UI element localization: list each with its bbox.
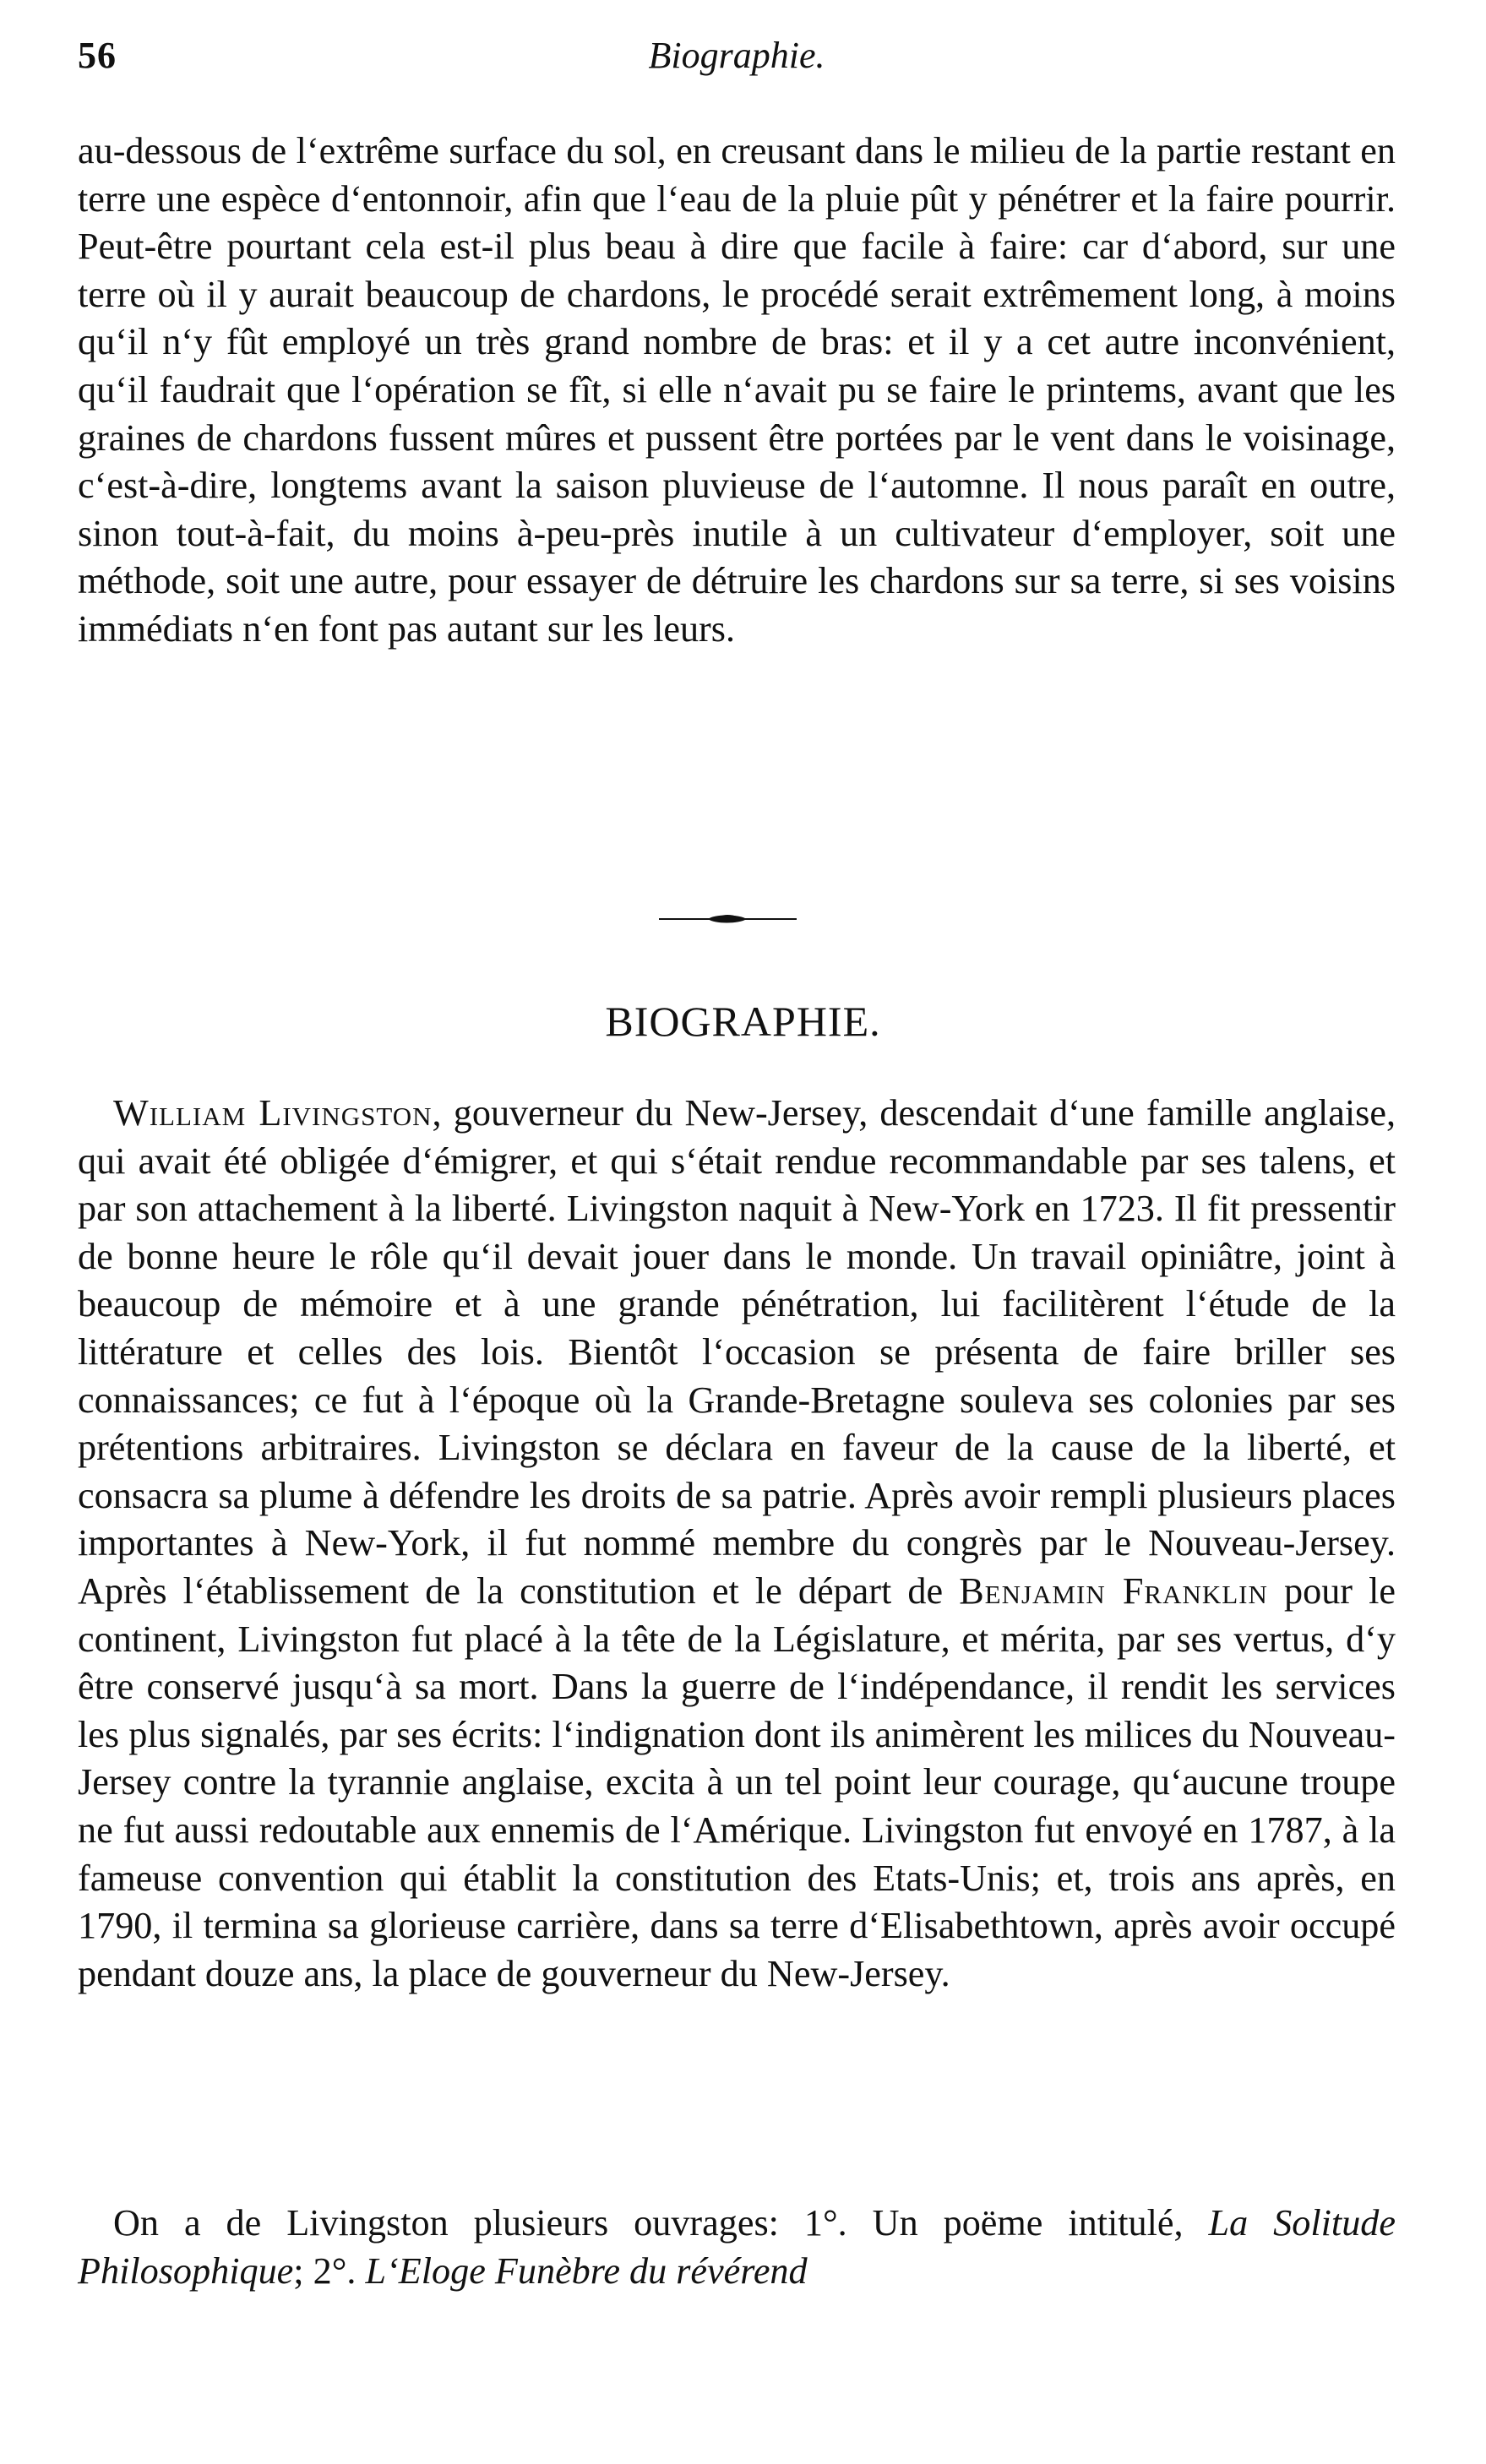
work-title-eloge: L‘Eloge Funèbre du révérend [365, 2249, 808, 2292]
works-text-block [78, 2200, 1396, 2295]
section-divider-ornament [659, 914, 797, 924]
biography-section-title: BIOGRAPHIE. [605, 998, 881, 1045]
works-middle-text: ; 2°. [293, 2249, 366, 2292]
continued-paragraph: au-dessous de l‘extrême surface du sol, en creusant dans le milieu de la partie restant en terre une espèce d‘entonnoir, afin que l‘eau de la pluie pût y pénétrer et la faire pourrir. Peut-être pourtant cela est-il plus beau à dire que facile à faire: car d‘abord, sur une terre où il y aurait beaucoup de chardons, le procédé serait extrêmement long, à moins qu‘il n‘y fût employé un très grand nombre de bras: et il y a cet autre inconvénient, qu‘il faudrait que l‘opération se fît, si elle n‘avait pu se faire le printems, avant que les graines de chardons fussent mûres et pussent être portées par le vent dans le voisinage, c‘est-à-dire, longtems avant la saison pluvieuse de l‘automne. Il nous paraît en outre, sinon tout-à-fait, du moins à-peu-près inutile à un cultivateur d‘employer, soit une méthode, soit une autre, pour essayer de détruire les chardons sur sa terre, si ses voisins immédiats n‘en font pas autant sur les leurs. [78, 130, 1396, 650]
biography-text-block [78, 1090, 1396, 1998]
biography-opening-text: , gouverneur du New-Jersey, descendait d‘une famille anglaise, qui avait été obligée d‘émigrer, et qui s‘était rendue recommandable par ses talens, et par son attachement à la liberté. Livingston naquit à New-York en 1723. Il fit pressentir de bonne heure le rôle qu‘il devait jouer dans le monde. Un travail opiniâtre, joint à beaucoup de mémoire et à une grande pénétration, lui facilitèrent l‘étude de la littérature et celles des lois. Bientôt l‘occasion se présenta de faire briller ses connaissances; ce fut à l‘époque où la Grande-Bretagne souleva ses colonies par ses prétentions arbitraires. Livingston se déclara en faveur de la cause de la liberté, et consacra sa plume à défendre les droits de sa patrie. Après avoir rempli plusieurs places importantes à New-York, il fut nommé membre du congrès par le Nouveau-Jersey. Après l‘établissement de la constitution et le départ de [78, 1092, 1396, 1612]
works-paragraph [78, 2200, 1396, 2295]
page-header [78, 34, 1396, 93]
franklin-name: Benjamin Franklin [959, 1569, 1268, 1612]
work-title-solitude: La Solitude Philosophique [78, 2202, 1396, 2292]
continued-text-block [78, 128, 1396, 654]
running-title: Biographie. [648, 35, 825, 76]
biography-closing-text: pour le continent, Livingston fut placé à la tête de la Législature, et mérita, par ses vertus, d‘y être conservé jusqu‘à sa mort. Dans la guerre de l‘indépendance, il rendit les services les plus signalés, par ses écrits: l‘indignation dont ils animèrent les milices du Nouveau-Jersey contre la tyrannie anglaise, excita à un tel point leur courage, qu‘aucune troupe ne fut aussi redoutable aux ennemis de l‘Amérique. Livingston fut envoyé en 1787, à la fameuse convention qui établit la constitution des Etats-Unis; et, trois ans après, en 1790, il termina sa glorieuse carrière, dans sa terre d‘Elisabethtown, après avoir occupé pendant douze ans, la place de gouverneur du New-Jersey. [78, 1569, 1396, 1994]
page-number: 56 [78, 35, 117, 76]
biography-paragraph [78, 1090, 1396, 1998]
subject-name: William Livingston [113, 1092, 433, 1134]
works-intro-text: On a de Livingston plusieurs ouvrages: 1°. Un poëme intitulé, [113, 2202, 1209, 2244]
